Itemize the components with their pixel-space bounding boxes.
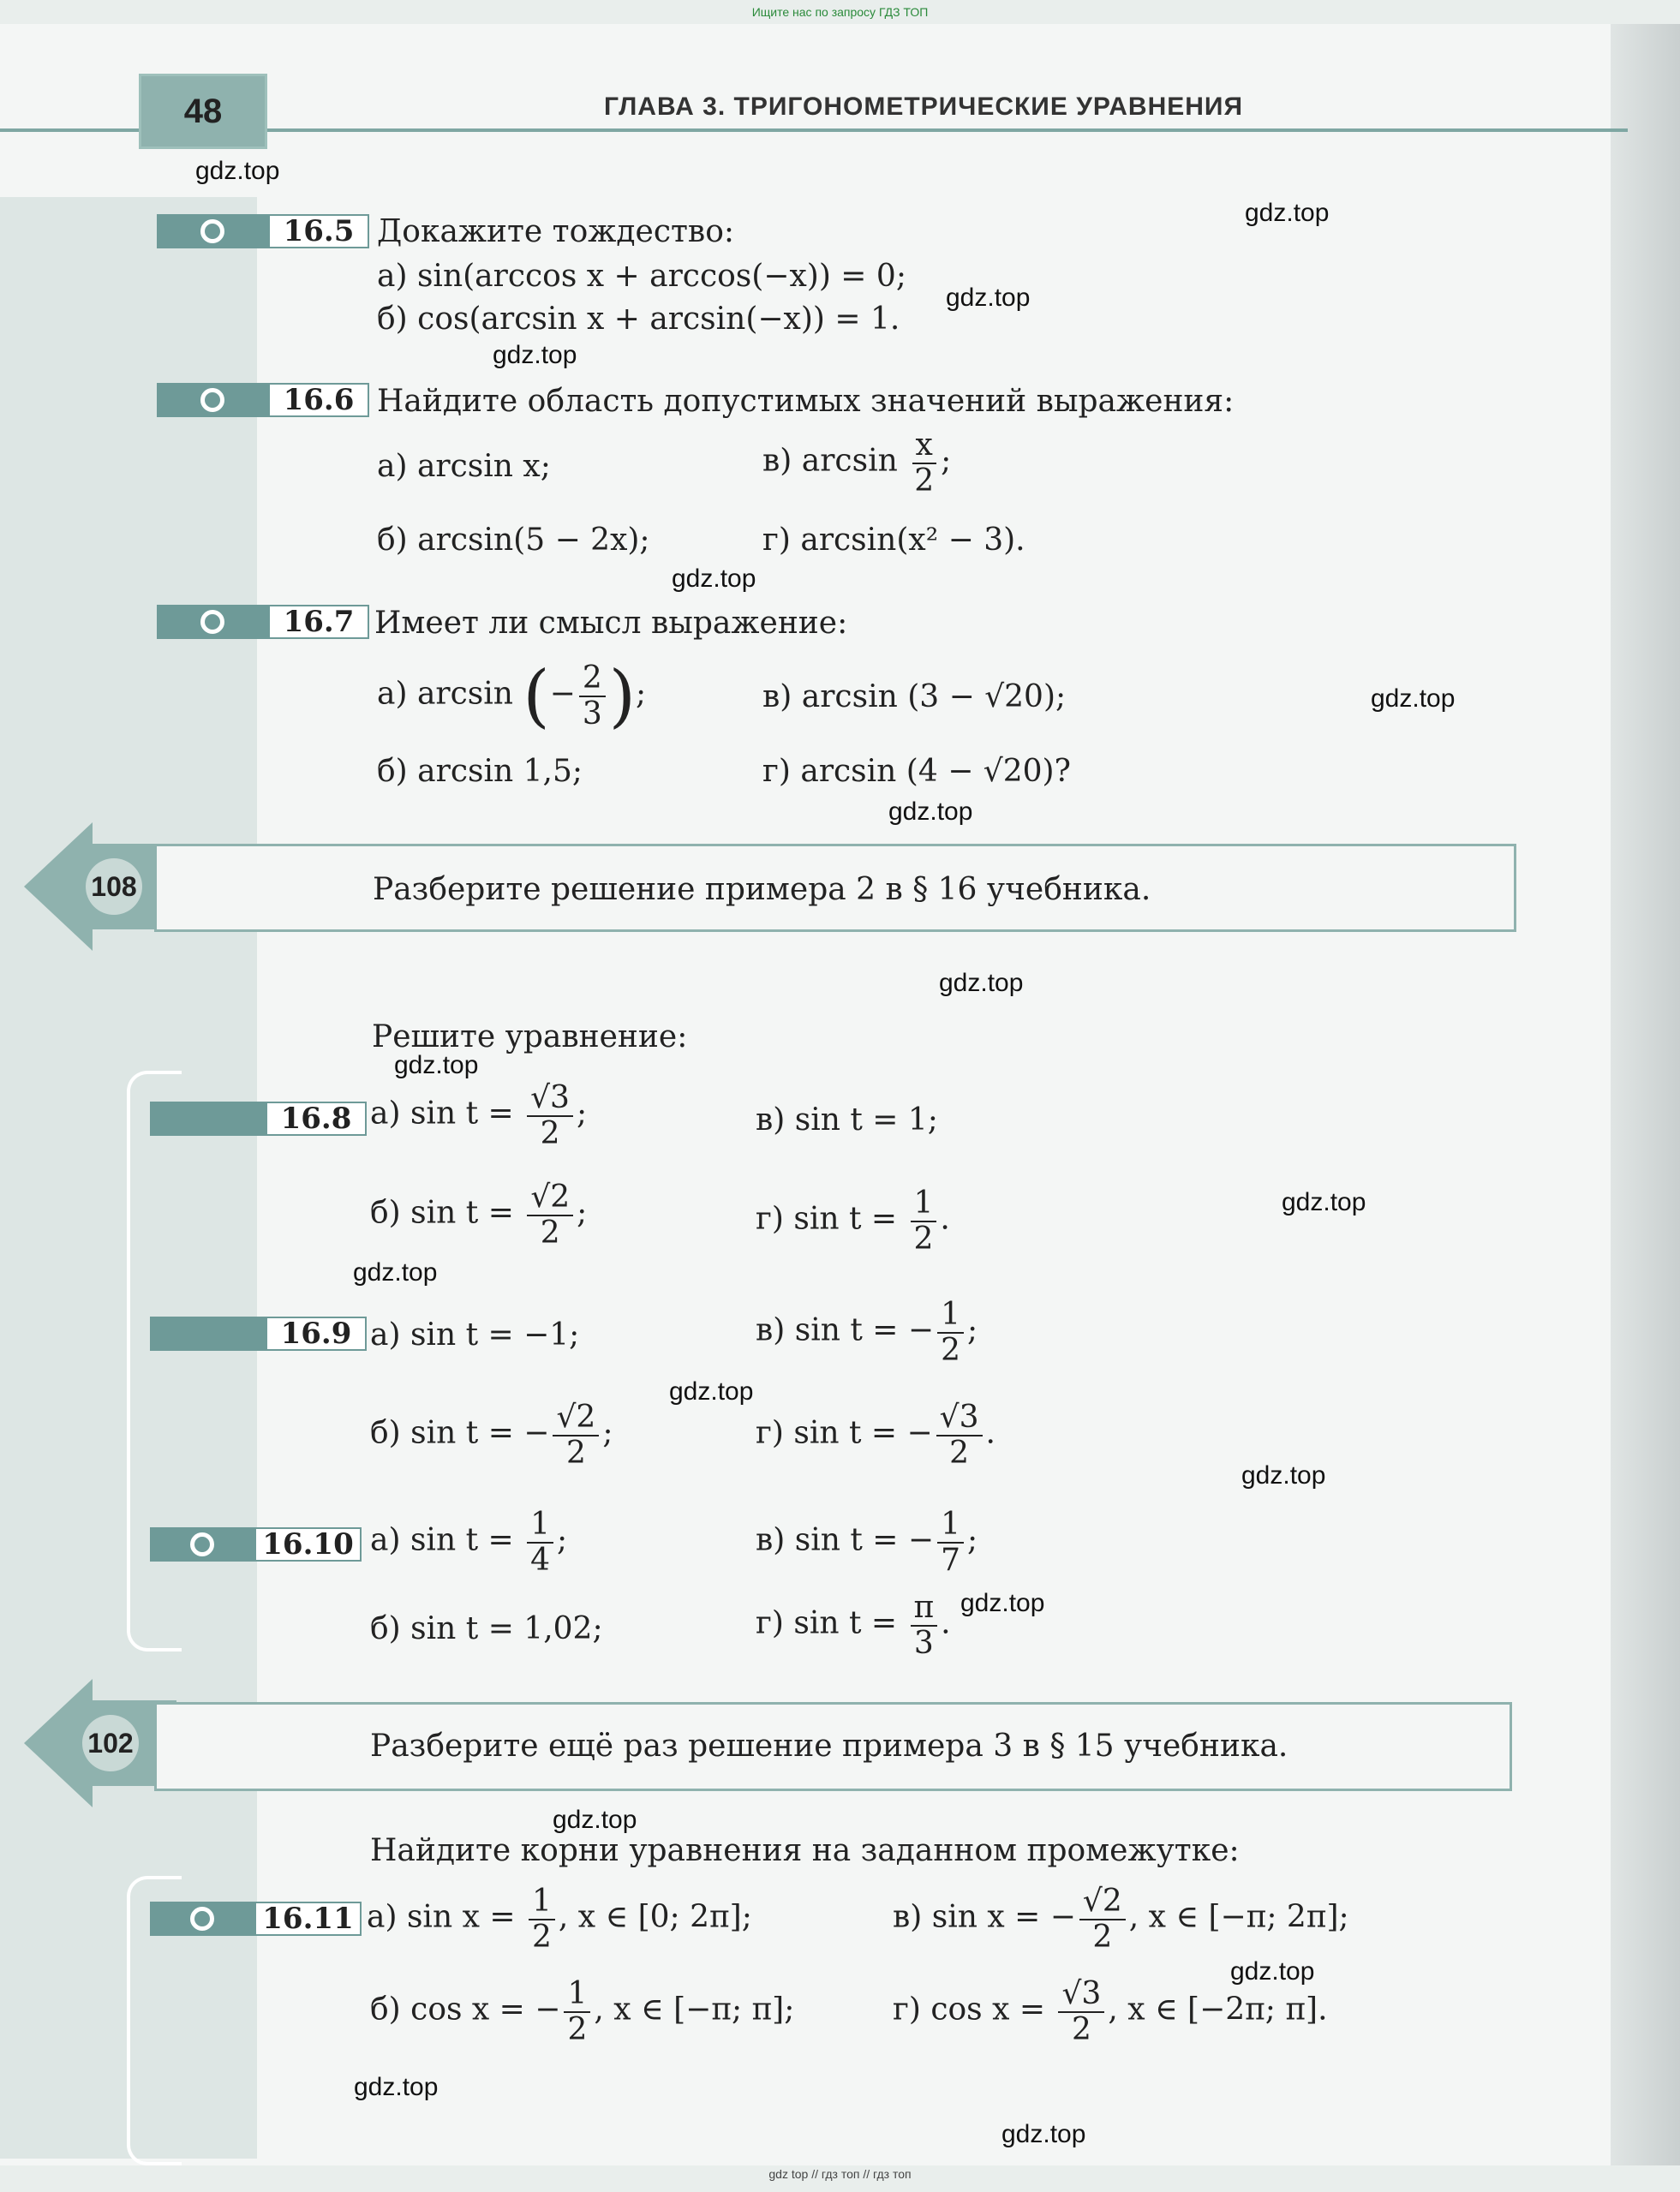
fraction: $\frac{√2}{2}$ xyxy=(553,1401,599,1470)
fraction: $\frac{√3}{2}$ xyxy=(1058,1977,1104,2046)
item-b: б) arcsin 1,5; xyxy=(377,754,583,789)
fraction: $\frac{1}{2}$ xyxy=(529,1884,555,1954)
fraction: $\frac{x}{2}$ xyxy=(911,428,937,498)
fraction: $\frac{√3}{2}$ xyxy=(527,1081,573,1150)
circle-marker-icon xyxy=(190,1907,214,1931)
problem-tag-16-7: 16.7 xyxy=(157,605,369,639)
watermark: gdz.top xyxy=(195,157,280,185)
watermark: gdz.top xyxy=(354,2073,439,2101)
watermark: gdz.top xyxy=(960,1589,1045,1617)
item-a: а) sin t = $\frac{√3}{2}$ ; xyxy=(370,1080,588,1151)
fraction: $\frac{1}{4}$ xyxy=(527,1508,553,1577)
section-title: Найдите корни уравнения на заданном промежутке: xyxy=(370,1833,1240,1868)
problem-tag-16-9: 16.9 xyxy=(150,1317,367,1351)
watermark: gdz.top xyxy=(669,1377,754,1406)
watermark: gdz.top xyxy=(888,797,973,826)
item-a: а) sin(arccos x + arccos(−x)) = 0; xyxy=(377,259,906,294)
watermark: gdz.top xyxy=(1241,1461,1326,1490)
circle-marker-icon xyxy=(200,219,224,243)
item-a: а) arcsin x; xyxy=(377,449,551,484)
page-number: 48 xyxy=(139,74,267,149)
ref-text-102: Разберите ещё раз решение примера 3 в § 15 учебника. xyxy=(370,1729,1288,1764)
fraction: $\frac{1}{7}$ xyxy=(937,1508,964,1577)
bottom-banner: gdz top // гдз топ // гдз топ xyxy=(768,2167,912,2181)
item-b: б) cos(arcsin x + arcsin(−x)) = 1. xyxy=(377,302,900,337)
watermark: gdz.top xyxy=(939,969,1024,997)
item-b: б) sin t = 1,02; xyxy=(370,1611,603,1646)
watermark: gdz.top xyxy=(1245,199,1330,227)
watermark: gdz.top xyxy=(1230,1957,1315,1986)
item-v: в) arcsin (3 − √20); xyxy=(762,679,1067,714)
item-v: в) sin t = − $\frac{1}{7}$ ; xyxy=(756,1507,978,1578)
watermark: gdz.top xyxy=(553,1806,637,1834)
problem-tag-16-11: 16.11 xyxy=(150,1902,362,1936)
problem-title: Докажите тождество: xyxy=(377,214,735,249)
circle-marker-icon xyxy=(200,610,224,634)
item-g: г) sin t = − $\frac{√3}{2}$ . xyxy=(756,1400,995,1471)
item-g: г) arcsin(x² − 3). xyxy=(762,523,1025,558)
ref-arrow-102: 102 xyxy=(24,1679,161,1807)
problem-tag-16-8: 16.8 xyxy=(150,1102,367,1136)
watermark: gdz.top xyxy=(1282,1188,1366,1216)
fraction: $\frac{√2}{2}$ xyxy=(527,1180,573,1250)
fraction: $\frac{√3}{2}$ xyxy=(936,1401,983,1470)
item-v: в) sin t = 1; xyxy=(756,1102,938,1138)
item-a: а) sin x = $\frac{1}{2}$ , x ∈ [0; 2π]; xyxy=(367,1884,752,1955)
item-g: г) cos x = $\frac{√3}{2}$ , x ∈ [−2π; π]. xyxy=(893,1976,1328,2047)
fraction: $\frac{1}{2}$ xyxy=(937,1298,964,1367)
item-v: в) sin x = − $\frac{√2}{2}$ , x ∈ [−π; 2π]; xyxy=(893,1884,1349,1955)
circle-marker-icon xyxy=(190,1532,214,1556)
fraction: $\frac{1}{2}$ xyxy=(564,1977,590,2046)
item-b: б) arcsin(5 − 2x); xyxy=(377,523,650,558)
watermark: gdz.top xyxy=(672,564,756,593)
ref-arrow-108: 108 xyxy=(24,822,161,951)
fraction: $\frac{√2}{2}$ xyxy=(1079,1884,1126,1954)
fraction: $\frac{2}{3}$ xyxy=(579,661,606,731)
item-g: г) sin t = $\frac{1}{2}$ . xyxy=(756,1186,950,1257)
watermark: gdz.top xyxy=(394,1051,479,1079)
top-banner: Ищите нас по запросу ГДЗ ТОП xyxy=(751,5,929,19)
item-a: а) sin t = $\frac{1}{4}$ ; xyxy=(370,1507,568,1578)
watermark: gdz.top xyxy=(353,1258,438,1287)
item-v: в) arcsin $\frac{x}{2}$ ; xyxy=(762,427,952,499)
item-b: б) sin t = − $\frac{√2}{2}$ ; xyxy=(370,1400,613,1471)
page-gutter-shade xyxy=(1611,24,1680,2165)
watermark: gdz.top xyxy=(946,284,1031,312)
item-v: в) sin t = − $\frac{1}{2}$ ; xyxy=(756,1297,978,1368)
problem-tag-16-6: 16.6 xyxy=(157,383,369,417)
item-g: г) sin t = $\frac{\pi}{3}$ . xyxy=(756,1590,951,1661)
fraction: $\frac{\pi}{3}$ xyxy=(911,1591,938,1660)
chapter-title: ГЛАВА 3. ТРИГОНОМЕТРИЧЕСКИЕ УРАВНЕНИЯ xyxy=(604,93,1244,121)
fraction: $\frac{1}{2}$ xyxy=(911,1186,937,1256)
problem-title: Имеет ли смысл выражение: xyxy=(374,606,848,641)
group-bracket xyxy=(127,1071,182,1651)
watermark: gdz.top xyxy=(1001,2120,1086,2148)
item-a: а) sin t = −1; xyxy=(370,1317,580,1353)
item-b: б) sin t = $\frac{√2}{2}$ ; xyxy=(370,1180,588,1251)
problem-tag-16-10: 16.10 xyxy=(150,1527,362,1562)
section-title: Решите уравнение: xyxy=(372,1019,688,1054)
item-b: б) cos x = − $\frac{1}{2}$ , x ∈ [−π; π]; xyxy=(370,1976,795,2047)
item-a: а) arcsin (− $\frac{2}{3}$ ); xyxy=(377,655,647,736)
circle-marker-icon xyxy=(200,388,224,412)
problem-title: Найдите область допустимых значений выражения: xyxy=(377,384,1235,419)
ref-text-108: Разберите решение примера 2 в § 16 учебника. xyxy=(373,872,1151,907)
problem-tag-16-5: 16.5 xyxy=(157,214,369,248)
watermark: gdz.top xyxy=(493,341,577,369)
item-g: г) arcsin (4 − √20)? xyxy=(762,754,1071,789)
watermark: gdz.top xyxy=(1371,684,1456,713)
